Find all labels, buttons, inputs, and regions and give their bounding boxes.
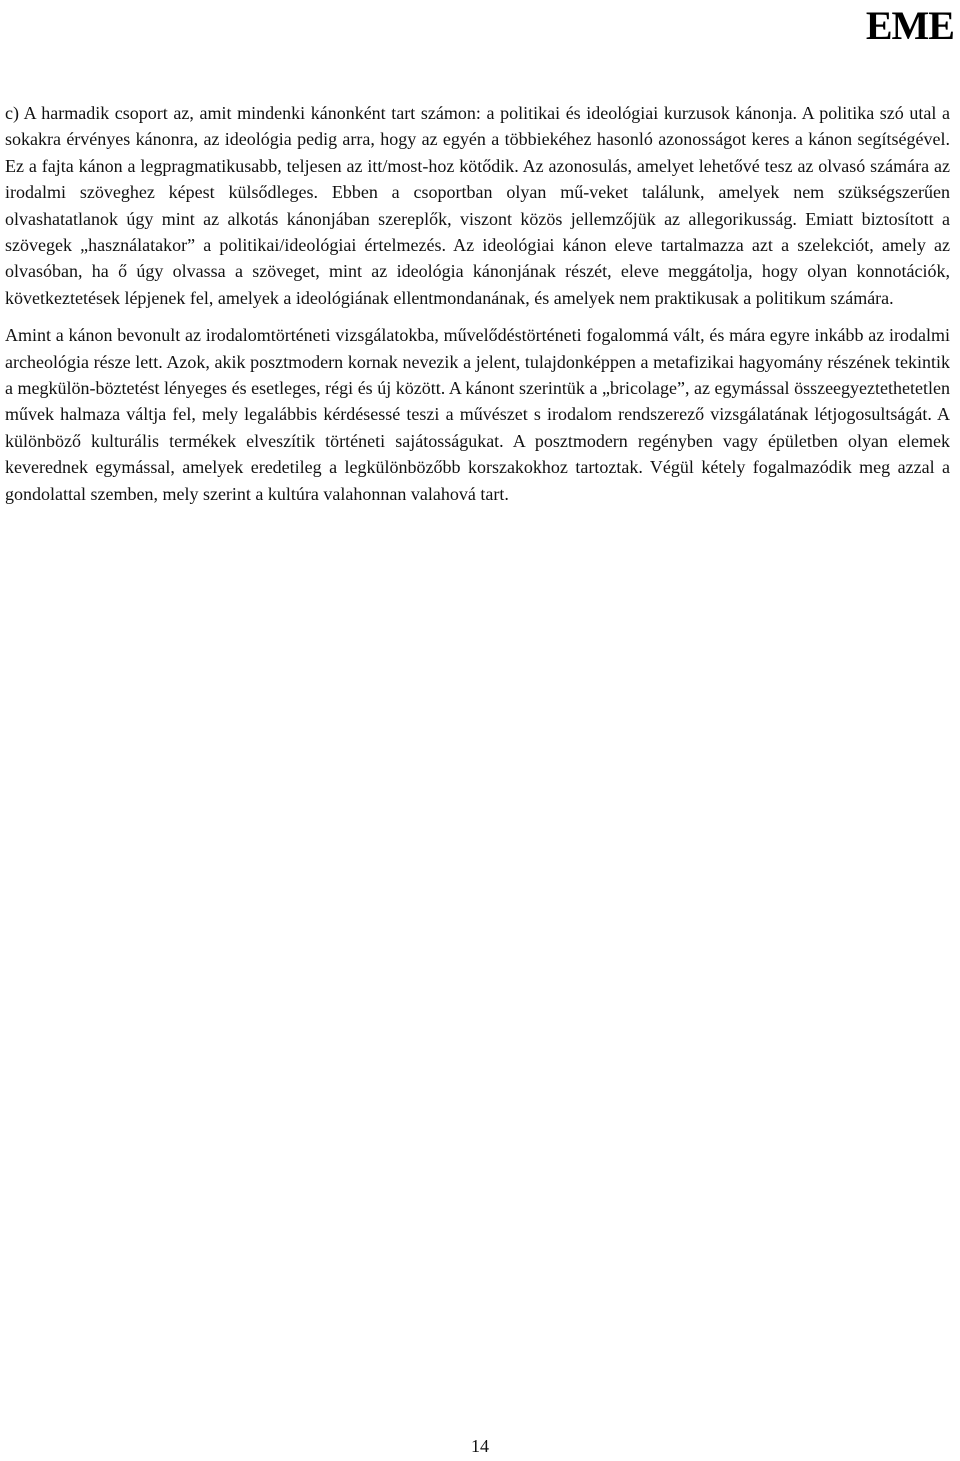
page-number: 14 <box>471 1436 489 1456</box>
paragraph-ideological-canon: c) A harmadik csoport az, amit mindenki kánonként tart számon: a politikai és ideológiai kurzusok kánonja. A politika szó utal a sokakra érvényes kánonra, az ideológia pedig arra, hogy az egyén a többiekéhez hasonló azonosságot keres a kánon segítségével. Ez a fajta kánon a legpragmatikusabb, teljesen az itt/most-hoz kötődik. Az azonosulás, amelyet lehetővé tesz az olvasó számára az irodalmi szöveghez képest külsődleges. Ebben a csoportban olyan mű-veket találunk, amelyek nem szükségszerűen olvashatatlanok úgy mint az alkotás kánonjában szereplők, viszont közös jellemzőjük az allegorikusság. Emiatt biztosított a szövegek „használatakor” a politikai/ideológiai értelmezés. Az ideológiai kánon eleve tartalmazza azt a szelekciót, amely az olvasóban, ha ő úgy olvassa a szöveget, mint az ideológia kánonjának részét, eleve meggátolja, hogy olyan konnotációk, következtetések lépjenek fel, amelyek a ideológiának ellentmondanának, és amelyek nem praktikusak a politikum számára. <box>5 103 950 308</box>
document-body <box>5 100 950 518</box>
eme-logo: EME <box>865 3 954 48</box>
paragraph-postmodern-canon: Amint a kánon bevonult az irodalomtörténeti vizsgálatokba, művelődéstörténeti fogalommá vált, és mára egyre inkább az irodalmi archeológia része lett. Azok, akik posztmodern kornak nevezik a jelent, tulajdonképpen a metafizikai hagyomány részének tekintik a megkülön-böztetést lényeges és esetleges, régi és új között. A kánont szerintük a „bricolage”, az egymással összeegyeztethetetlen művek halmaza váltja fel, mely legalábbis kérdésessé teszi a művészet s irodalom rendszerező vizsgálatának létjogosultságát. A különböző kulturális termékek elveszítik történeti sajátosságukat. A posztmodern regényben vagy épületben olyan elemek keverednek egymással, amelyek eredetileg a legkülönbözőbb korszakokhoz tartoztak. Végül kétely fogalmazódik meg azzal a gondolattal szemben, mely szerint a kultúra valahonnan valahová tart. <box>5 325 950 504</box>
